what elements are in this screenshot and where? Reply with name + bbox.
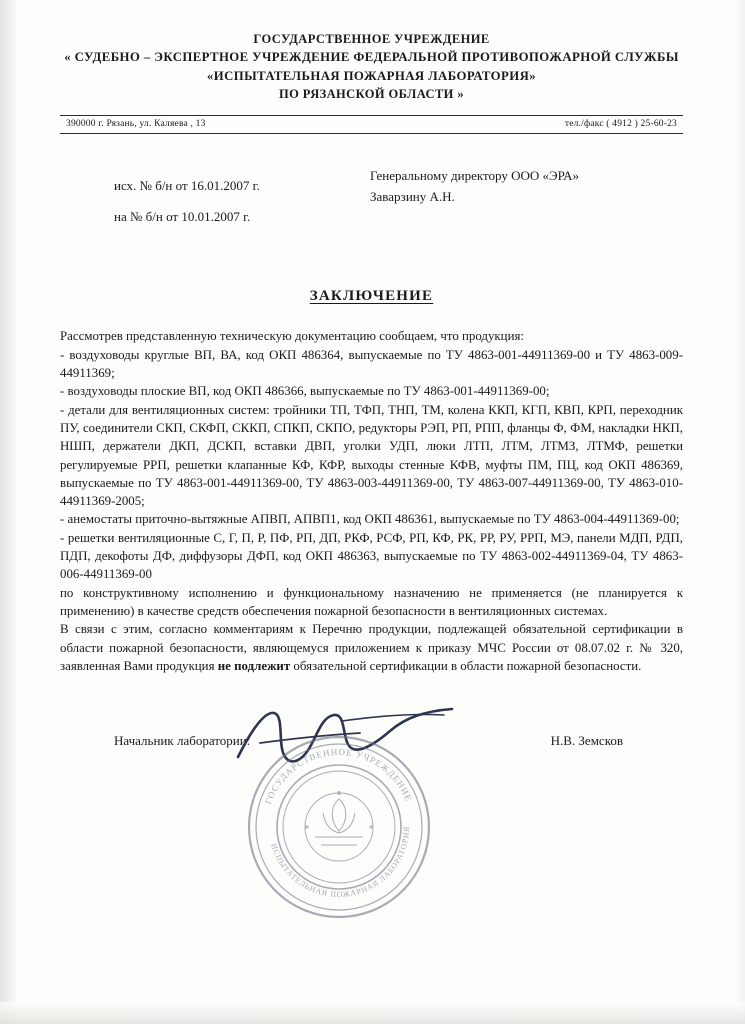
body-paragraph-8-part-a: В связи с этим, согласно комментариям к Перечню продукции, подлежащей обязательной сертификации в области пожарной безопасности, являющемуся приложением к приказу МЧС России от 08.07.02 г. № 320, заявленная Вами продукция: [60, 622, 683, 673]
body-paragraph-8-part-b: обязательной сертификации в области пожарной безопасности.: [290, 658, 642, 673]
body-paragraph-6: - решетки вентиляционные С, Г, П, Р, ПФ, РП, ДП, РКФ, РСФ, РП, КФ, РК, РР, РУ, РРП, МЭ, панели МДП, РДП, ПДП, декофоты ДФ, диффузоры ДФП, код ОКП 486363, выпускаемые по ТУ 4863-002-44911369-04, ТУ 4863-006-44911369-00: [60, 530, 683, 582]
signature-block: [60, 733, 683, 900]
letterhead: [60, 30, 683, 103]
signature-label: Начальник лаборатории:: [114, 733, 251, 749]
addressee-block: [370, 166, 579, 208]
letterhead-line-2: « СУДЕБНО – ЭКСПЕРТНОЕ УЧРЕЖДЕНИЕ ФЕДЕРАЛЬНОЙ ПРОТИВОПОЖАРНОЙ СЛУЖБЫ: [64, 50, 679, 65]
official-round-stamp: [245, 733, 433, 921]
addressee-line-2: Заварзину А.Н.: [370, 189, 455, 205]
document-title: ЗАКЛЮЧЕНИЕ: [309, 288, 434, 305]
addressee-line-1: Генеральному директору ООО «ЭРА»: [370, 168, 580, 184]
address-bar: [60, 115, 683, 134]
body-paragraph-8: [60, 620, 683, 675]
body-paragraph-2: - воздуховоды круглые ВП, ВА, код ОКП 486364, выпускаемые по ТУ 4863-001-44911369-00 и ТУ 4863-009-44911369;: [60, 347, 683, 380]
document-body: [60, 327, 683, 675]
body-paragraph-8-emphasis: не подлежит: [217, 658, 291, 673]
reference-block: [60, 168, 683, 248]
organization-address: 390000 г. Рязань, ул. Каляева , 13: [66, 119, 206, 130]
body-paragraph-3: - воздуховоды плоские ВП, код ОКП 486366, выпускаемые по ТУ 4863-001-44911369-00;: [60, 384, 550, 399]
incoming-reference: на № б/н от 10.01.2007 г.: [114, 209, 251, 225]
body-paragraph-5: - анемостаты приточно-вытяжные АПВП, АПВП1, код ОКП 486361, выпускаемые по ТУ 4863-004-44911369-00;: [60, 512, 680, 527]
outgoing-reference: исх. № б/н от 16.01.2007 г.: [114, 178, 260, 194]
signatory-name: Н.В. Земсков: [550, 733, 623, 749]
body-paragraph-4: - детали для вентиляционных систем: тройники ТП, ТФП, ТНП, ТМ, колена ККП, КГП, КВП, КРП, переходник ПУ, соединители СКП, СКФП, СККП, СПКП, СКПО, редукторы РЭП, РП, РПП, фланцы Ф, ФМ, накладки НКП, НШП, держатели ДКП, ДСКП, вставки ДВП, уголки УДП, люки ЛТП, ЛТМ, ЛТМЗ, ЛТМФ, решетки регулируемые РРП, решетки клапанные КФ, КФР, выходы стенные КФВ, муфты ПМ, ПЦ, код ОКП 486369, выпускаемые по ТУ 4863-001-44911369-00, ТУ 4863-003-44911369-00, ТУ 4863-007-44911369-00, ТУ 4863-010-44911369-2005;: [60, 402, 683, 509]
stamp-top-text: ГОСУДАРСТВЕННОЕ УЧРЕЖДЕНИЕ: [262, 747, 415, 806]
body-paragraph-7: по конструктивному исполнению и функциональному назначению не применяется (не планируется к применению) в качестве средств обеспечения пожарной безопасности в вентиляционных системах.: [60, 585, 683, 619]
body-paragraph-1: Рассмотрев представленную техническую документацию сообщаем, что продукция:: [60, 329, 524, 344]
letterhead-line-4: ПО РЯЗАНСКОЙ ОБЛАСТИ »: [279, 87, 464, 102]
organization-phone: тел./факс ( 4912 ) 25-60-23: [564, 119, 677, 130]
letterhead-line-3: «ИСПЫТАТЕЛЬНАЯ ПОЖАРНАЯ ЛАБОРАТОРИЯ»: [206, 68, 537, 83]
scan-edge-bottom: [0, 1002, 745, 1024]
letterhead-line-1: ГОСУДАРСТВЕННОЕ УЧРЕЖДЕНИЕ: [253, 32, 490, 46]
stamp-bottom-text: ИСПЫТАТЕЛЬНАЯ ПОЖАРНАЯ ЛАБОРАТОРИЯ: [269, 825, 412, 900]
